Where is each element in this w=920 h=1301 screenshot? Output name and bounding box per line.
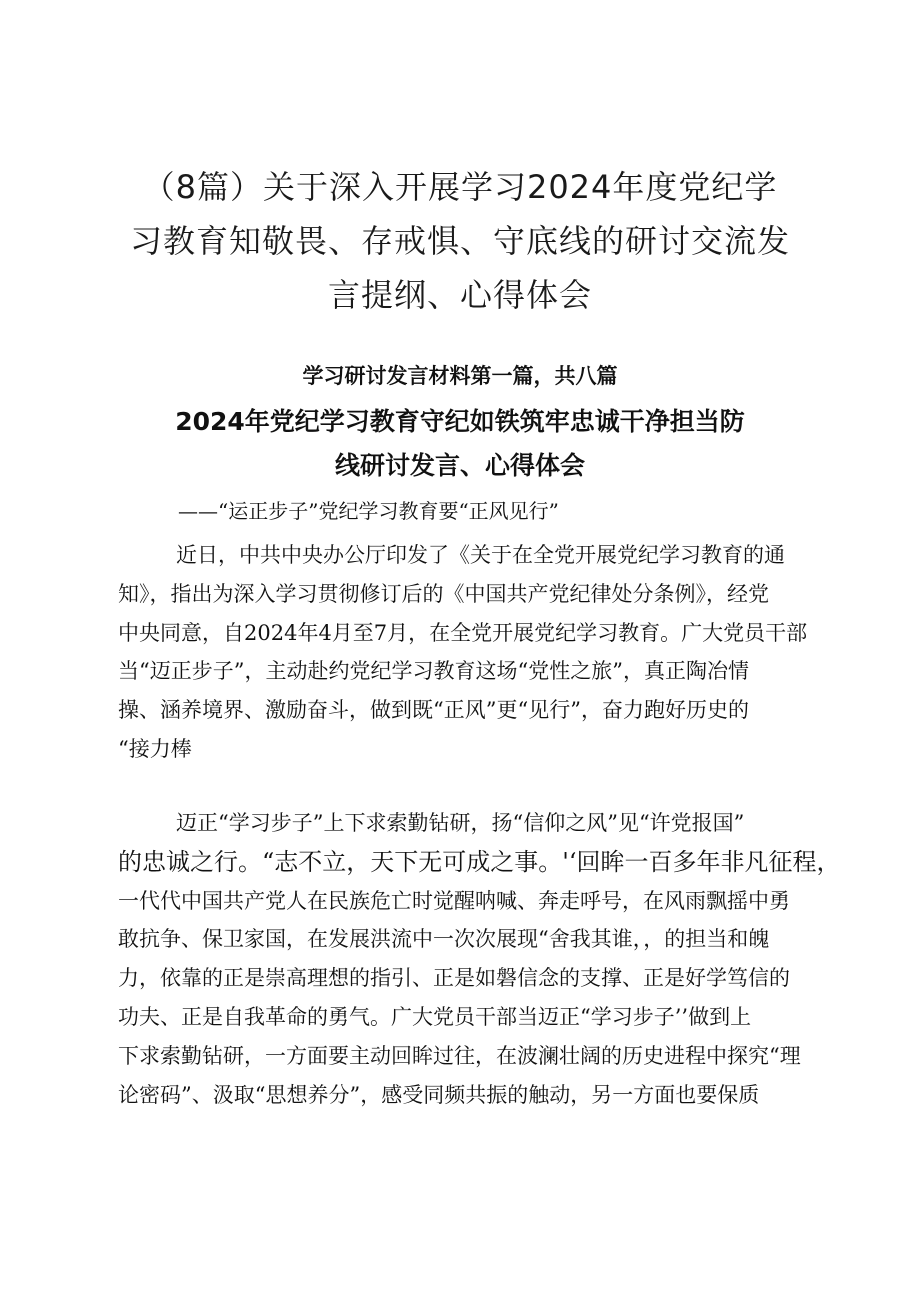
section-label: 学习研讨发言材料第一篇，共八篇 xyxy=(302,363,618,388)
article-title xyxy=(100,400,820,488)
paragraph-line: 操、涵养境界、激励奋斗，做到既“正风”更“见行”，奋力跑好历史的 xyxy=(118,698,749,723)
paragraph-1 xyxy=(118,536,818,769)
paragraph-line: 迈正“学习步子”上下求索勤钻研，扬“信仰之风”见“许党报国” xyxy=(176,811,745,835)
article-title-line-2: 线研讨发言、心得体会 xyxy=(334,451,585,480)
paragraph-line: 一代代中国共产党人在民族危亡时觉醒呐喊、奔走呼号，在风雨飘摇中勇 xyxy=(118,888,790,913)
paragraph-line: “接力棒 xyxy=(118,736,192,761)
paragraph-line: 力，依靠的正是崇高理想的指引、正是如磐信念的支撑、正是好学笃信的 xyxy=(118,966,790,991)
main-title-line-2: 习教育知敬畏、存戒惧、守底线的研讨交流发 xyxy=(129,222,790,260)
paragraph-line: 知》，指出为深入学习贯彻修订后的《中国共产党纪律处分条例》，经党 xyxy=(118,581,769,606)
paragraph-line: 敢抗争、保卫家国，在发展洪流中一次次展现“舍我其谁，，的担当和魄 xyxy=(118,927,770,952)
paragraph-line: 中央同意，自2024年4月至7月，在全党开展党纪学习教育。广大党员干部 xyxy=(118,620,808,645)
article-title-line-1: 2024年党纪学习教育守纪如铁筑牢忠诚干净担当防 xyxy=(175,407,745,436)
paragraph-2 xyxy=(118,804,841,1114)
paragraph-line: 论密码”、汲取“思想养分”，感受同频共振的触动，另一方面也要保质 xyxy=(118,1082,760,1107)
paragraph-line: 下求索勤钻研，一方面要主动回眸过往，在波澜壮阔的历史进程中探究“理 xyxy=(118,1043,801,1068)
paragraph-line: 当“迈正步子”，主动赴约党纪学习教育这场“党性之旅”，真正陶冶情 xyxy=(118,659,749,684)
main-title-line-3: 言提纲、心得体会 xyxy=(327,276,592,314)
paragraph-line: 近日，中共中央办公厅印发了《关于在全党开展党纪学习教育的通 xyxy=(176,543,785,567)
main-title-line-1: （8篇）关于深入开展学习2024年度党纪学 xyxy=(142,168,778,206)
paragraph-line: 功夫、正是自我革命的勇气。广大党员干部当迈正“学习步子’’做到上 xyxy=(118,1004,752,1029)
main-title xyxy=(120,160,800,322)
paragraph-line: 的忠诚之行。“志不立，天下无可成之事。'‘回眸一百多年非凡征程， xyxy=(118,847,841,876)
byline: ——“运正步子”党纪学习教育要“正风见行” xyxy=(178,499,559,523)
